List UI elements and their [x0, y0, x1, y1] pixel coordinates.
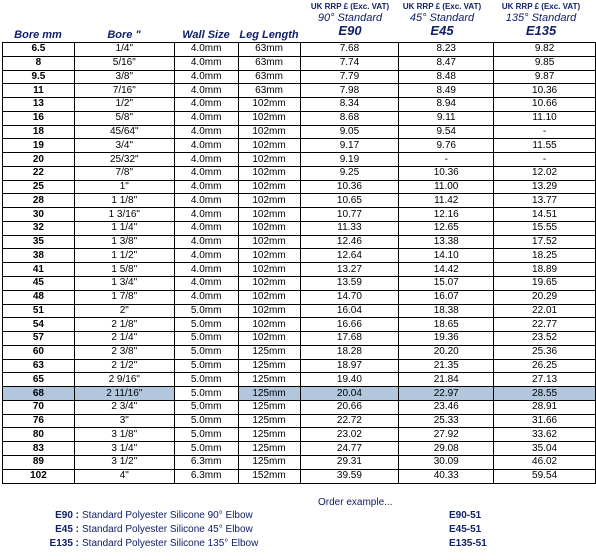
bore-inch-cell: 7/8" — [74, 166, 174, 180]
price-e90-cell: 9.17 — [300, 139, 399, 153]
wall-size-cell: 4.0mm — [174, 221, 238, 235]
wall-size-cell: 4.0mm — [174, 180, 238, 194]
price-e90-cell: 20.04 — [300, 387, 399, 401]
bore-inch-cell: 45/64" — [74, 125, 174, 139]
leg-length-cell: 125mm — [238, 455, 300, 469]
price-e45-cell: 8.48 — [399, 70, 494, 84]
price-e135-cell: 28.55 — [494, 387, 596, 401]
col-header-wall-size: Wall Size — [182, 29, 230, 41]
price-e90-cell: 13.27 — [300, 263, 399, 277]
bore-inch-cell: 2 1/2" — [74, 359, 174, 373]
bore-mm-cell: 65 — [3, 373, 75, 387]
price-e90-cell: 12.64 — [300, 249, 399, 263]
price-e135-cell: 33.62 — [494, 428, 596, 442]
wall-size-cell: 5.0mm — [174, 442, 238, 456]
price-code: E90 — [338, 23, 362, 38]
price-e45-cell: 14.10 — [399, 249, 494, 263]
leg-length-cell: 102mm — [238, 290, 300, 304]
bore-mm-cell: 8 — [3, 56, 75, 70]
legend-code: E90 : — [55, 510, 79, 521]
leg-length-cell: 125mm — [238, 400, 300, 414]
table-row — [3, 290, 596, 304]
table-row — [3, 345, 596, 359]
price-e90-cell: 16.04 — [300, 304, 399, 318]
order-example-code: E45-51 — [449, 524, 482, 535]
price-e45-cell: 19.36 — [399, 332, 494, 346]
leg-length-cell: 125mm — [238, 345, 300, 359]
price-e90-cell: 10.36 — [300, 180, 399, 194]
price-e45-cell: 11.00 — [399, 180, 494, 194]
wall-size-cell: 4.0mm — [174, 277, 238, 291]
wall-size-cell: 4.0mm — [174, 139, 238, 153]
price-e45-cell: 13.38 — [399, 235, 494, 249]
wall-size-cell: 5.0mm — [174, 332, 238, 346]
leg-length-cell: 63mm — [238, 70, 300, 84]
leg-length-cell: 102mm — [238, 277, 300, 291]
price-e90-cell: 29.31 — [300, 455, 399, 469]
bore-inch-cell: 1/4" — [74, 43, 174, 57]
table-row — [3, 139, 596, 153]
legend-row-e135 — [0, 538, 596, 551]
bore-inch-cell: 3" — [74, 414, 174, 428]
wall-size-cell: 5.0mm — [174, 318, 238, 332]
price-e90-cell: 39.59 — [300, 469, 399, 483]
leg-length-cell: 102mm — [238, 153, 300, 167]
wall-size-cell: 5.0mm — [174, 387, 238, 401]
table-row — [3, 208, 596, 222]
bore-mm-cell: 19 — [3, 139, 75, 153]
price-e90-cell: 18.97 — [300, 359, 399, 373]
wall-size-cell: 4.0mm — [174, 249, 238, 263]
bore-inch-cell: 3/8" — [74, 70, 174, 84]
leg-length-cell: 102mm — [238, 318, 300, 332]
price-e45-cell: 23.46 — [399, 400, 494, 414]
leg-length-cell: 152mm — [238, 469, 300, 483]
bore-inch-cell: 2" — [74, 304, 174, 318]
bore-mm-cell: 51 — [3, 304, 75, 318]
bore-mm-cell: 57 — [3, 332, 75, 346]
table-row — [3, 359, 596, 373]
leg-length-cell: 125mm — [238, 442, 300, 456]
table-row — [3, 400, 596, 414]
wall-size-cell: 4.0mm — [174, 111, 238, 125]
price-e45-cell: 8.49 — [399, 84, 494, 98]
wall-size-cell: 4.0mm — [174, 84, 238, 98]
price-e45-cell: 12.65 — [399, 221, 494, 235]
table-row — [3, 455, 596, 469]
price-e90-cell: 8.34 — [300, 98, 399, 112]
price-e135-cell: 20.29 — [494, 290, 596, 304]
table-row — [3, 166, 596, 180]
bore-inch-cell: 1 3/16" — [74, 208, 174, 222]
price-e90-cell: 17.68 — [300, 332, 399, 346]
table-row — [3, 153, 596, 167]
price-e135-cell: 46.02 — [494, 455, 596, 469]
bore-mm-cell: 35 — [3, 235, 75, 249]
table-row — [3, 56, 596, 70]
table-row — [3, 277, 596, 291]
leg-length-cell: 102mm — [238, 166, 300, 180]
price-code: E135 — [525, 23, 557, 38]
price-standard: 135° Standard — [505, 12, 577, 24]
table-row — [3, 387, 596, 401]
bore-inch-cell: 1" — [74, 180, 174, 194]
wall-size-cell: 4.0mm — [174, 263, 238, 277]
price-e135-cell: 11.10 — [494, 111, 596, 125]
wall-size-cell: 4.0mm — [174, 56, 238, 70]
table-row — [3, 221, 596, 235]
price-e90-cell: 7.68 — [300, 43, 399, 57]
table-row — [3, 98, 596, 112]
price-e135-cell: 13.29 — [494, 180, 596, 194]
order-example-code: E90-51 — [449, 510, 482, 521]
bore-mm-cell: 54 — [3, 318, 75, 332]
table-row — [3, 235, 596, 249]
bore-mm-cell: 45 — [3, 277, 75, 291]
price-e135-cell: 10.66 — [494, 98, 596, 112]
price-e135-cell: 13.77 — [494, 194, 596, 208]
bore-mm-cell: 38 — [3, 249, 75, 263]
bore-inch-cell: 7/16" — [74, 84, 174, 98]
bore-mm-cell: 6.5 — [3, 43, 75, 57]
price-e45-cell: 9.76 — [399, 139, 494, 153]
wall-size-cell: 5.0mm — [174, 345, 238, 359]
table-row — [3, 414, 596, 428]
price-e135-cell: 28.91 — [494, 400, 596, 414]
bore-inch-cell: 1 3/4" — [74, 277, 174, 291]
price-header-e90 — [300, 2, 400, 38]
order-example-code: E135-51 — [449, 538, 487, 549]
price-e135-cell: - — [494, 153, 596, 167]
price-e90-cell: 20.66 — [300, 400, 399, 414]
leg-length-cell: 125mm — [238, 387, 300, 401]
price-e135-cell: 31.66 — [494, 414, 596, 428]
bore-inch-cell: 4" — [74, 469, 174, 483]
price-e90-cell: 11.33 — [300, 221, 399, 235]
price-note: UK RRP £ (Exc. VAT) — [402, 2, 482, 11]
table-row — [3, 469, 596, 483]
price-e135-cell: 15.55 — [494, 221, 596, 235]
bore-mm-cell: 41 — [3, 263, 75, 277]
wall-size-cell: 4.0mm — [174, 166, 238, 180]
price-e90-cell: 8.68 — [300, 111, 399, 125]
leg-length-cell: 125mm — [238, 373, 300, 387]
wall-size-cell: 4.0mm — [174, 208, 238, 222]
bore-inch-cell: 2 3/8" — [74, 345, 174, 359]
price-e135-cell: 27.13 — [494, 373, 596, 387]
bore-mm-cell: 13 — [3, 98, 75, 112]
price-e45-cell: 14.42 — [399, 263, 494, 277]
wall-size-cell: 6.3mm — [174, 469, 238, 483]
bore-inch-cell: 2 9/16" — [74, 373, 174, 387]
table-row — [3, 428, 596, 442]
wall-size-cell: 5.0mm — [174, 414, 238, 428]
wall-size-cell: 4.0mm — [174, 98, 238, 112]
price-e135-cell: 9.87 — [494, 70, 596, 84]
price-e135-cell: 10.36 — [494, 84, 596, 98]
bore-mm-cell: 63 — [3, 359, 75, 373]
price-e90-cell: 12.46 — [300, 235, 399, 249]
leg-length-cell: 102mm — [238, 125, 300, 139]
price-e135-cell: 9.85 — [494, 56, 596, 70]
leg-length-cell: 102mm — [238, 111, 300, 125]
price-e90-cell: 9.05 — [300, 125, 399, 139]
bore-mm-cell: 22 — [3, 166, 75, 180]
price-header-e45 — [392, 2, 492, 38]
price-e90-cell: 18.28 — [300, 345, 399, 359]
price-e135-cell: 17.52 — [494, 235, 596, 249]
leg-length-cell: 102mm — [238, 180, 300, 194]
price-e135-cell: 26.25 — [494, 359, 596, 373]
leg-length-cell: 125mm — [238, 428, 300, 442]
price-e45-cell: 15.07 — [399, 277, 494, 291]
table-row — [3, 263, 596, 277]
bore-inch-cell: 2 1/4" — [74, 332, 174, 346]
table-row — [3, 43, 596, 57]
table-row — [3, 304, 596, 318]
table-row — [3, 111, 596, 125]
price-e135-cell: 18.25 — [494, 249, 596, 263]
leg-length-cell: 125mm — [238, 414, 300, 428]
price-e135-cell: 11.55 — [494, 139, 596, 153]
price-e90-cell: 23.02 — [300, 428, 399, 442]
wall-size-cell: 4.0mm — [174, 153, 238, 167]
price-e135-cell: 22.77 — [494, 318, 596, 332]
price-note: UK RRP £ (Exc. VAT) — [310, 2, 390, 11]
price-e45-cell: 21.84 — [399, 373, 494, 387]
leg-length-cell: 102mm — [238, 263, 300, 277]
price-e45-cell: 8.47 — [399, 56, 494, 70]
price-e135-cell: - — [494, 125, 596, 139]
bore-mm-cell: 68 — [3, 387, 75, 401]
leg-length-cell: 102mm — [238, 194, 300, 208]
price-e90-cell: 14.70 — [300, 290, 399, 304]
price-e135-cell: 9.82 — [494, 43, 596, 57]
bore-inch-cell: 1/2" — [74, 98, 174, 112]
price-e135-cell: 14.51 — [494, 208, 596, 222]
bore-inch-cell: 1 7/8" — [74, 290, 174, 304]
leg-length-cell: 102mm — [238, 208, 300, 222]
wall-size-cell: 4.0mm — [174, 194, 238, 208]
price-e45-cell: 16.07 — [399, 290, 494, 304]
leg-length-cell: 102mm — [238, 98, 300, 112]
table-row — [3, 249, 596, 263]
bore-inch-cell: 1 5/8" — [74, 263, 174, 277]
bore-mm-cell: 18 — [3, 125, 75, 139]
wall-size-cell: 4.0mm — [174, 43, 238, 57]
legend-code: E45 : — [55, 524, 79, 535]
price-e45-cell: 12.16 — [399, 208, 494, 222]
table-row — [3, 318, 596, 332]
bore-inch-cell: 1 3/8" — [74, 235, 174, 249]
price-e45-cell: 30.09 — [399, 455, 494, 469]
wall-size-cell: 5.0mm — [174, 400, 238, 414]
price-e135-cell: 59.54 — [494, 469, 596, 483]
price-e45-cell: 18.38 — [399, 304, 494, 318]
bore-mm-cell: 28 — [3, 194, 75, 208]
bore-mm-cell: 32 — [3, 221, 75, 235]
wall-size-cell: 4.0mm — [174, 235, 238, 249]
price-table — [2, 42, 596, 484]
wall-size-cell: 5.0mm — [174, 428, 238, 442]
bore-inch-cell: 3 1/8" — [74, 428, 174, 442]
bore-mm-cell: 70 — [3, 400, 75, 414]
table-row — [3, 442, 596, 456]
wall-size-cell: 5.0mm — [174, 359, 238, 373]
price-e45-cell: 10.36 — [399, 166, 494, 180]
table-row — [3, 373, 596, 387]
price-e45-cell: 8.94 — [399, 98, 494, 112]
price-e45-cell: 8.23 — [399, 43, 494, 57]
price-e90-cell: 22.72 — [300, 414, 399, 428]
price-e45-cell: 40.33 — [399, 469, 494, 483]
price-e90-cell: 9.25 — [300, 166, 399, 180]
leg-length-cell: 102mm — [238, 249, 300, 263]
bore-inch-cell: 5/8" — [74, 111, 174, 125]
price-e45-cell: 18.65 — [399, 318, 494, 332]
bore-inch-cell: 3 1/2" — [74, 455, 174, 469]
price-e45-cell: 27.92 — [399, 428, 494, 442]
bore-mm-cell: 80 — [3, 428, 75, 442]
price-table-body — [3, 43, 596, 484]
price-e90-cell: 16.66 — [300, 318, 399, 332]
table-row — [3, 70, 596, 84]
legend-description: Standard Polyester Silicone 45° Elbow — [82, 524, 253, 535]
bore-mm-cell: 48 — [3, 290, 75, 304]
table-row — [3, 332, 596, 346]
wall-size-cell: 4.0mm — [174, 125, 238, 139]
wall-size-cell: 4.0mm — [174, 290, 238, 304]
legend-row-e45 — [0, 524, 596, 537]
price-header-e135 — [489, 2, 593, 38]
legend-row-e90 — [0, 510, 596, 523]
col-header-leg-length: Leg Length — [239, 29, 299, 41]
order-example-title: Order example... — [318, 497, 393, 508]
price-e45-cell: 25.33 — [399, 414, 494, 428]
price-e135-cell: 25.36 — [494, 345, 596, 359]
price-e90-cell: 10.77 — [300, 208, 399, 222]
bore-mm-cell: 102 — [3, 469, 75, 483]
bore-mm-cell: 89 — [3, 455, 75, 469]
price-standard: 45° Standard — [409, 12, 475, 24]
bore-inch-cell: 2 3/4" — [74, 400, 174, 414]
bore-mm-cell: 20 — [3, 153, 75, 167]
leg-length-cell: 63mm — [238, 84, 300, 98]
price-e135-cell: 12.02 — [494, 166, 596, 180]
bore-inch-cell: 25/32" — [74, 153, 174, 167]
price-e90-cell: 10.65 — [300, 194, 399, 208]
price-e90-cell: 24.77 — [300, 442, 399, 456]
bore-inch-cell: 1 1/2" — [74, 249, 174, 263]
table-row — [3, 84, 596, 98]
price-standard: 90° Standard — [317, 12, 383, 24]
wall-size-cell: 5.0mm — [174, 304, 238, 318]
bore-mm-cell: 16 — [3, 111, 75, 125]
price-e135-cell: 18.89 — [494, 263, 596, 277]
price-e135-cell: 19.65 — [494, 277, 596, 291]
price-e90-cell: 7.74 — [300, 56, 399, 70]
col-header-bore-mm: Bore mm — [14, 29, 62, 41]
bore-inch-cell: 1 1/8" — [74, 194, 174, 208]
legend-description: Standard Polyester Silicone 135° Elbow — [82, 538, 259, 549]
bore-mm-cell: 9.5 — [3, 70, 75, 84]
price-e45-cell: 20.20 — [399, 345, 494, 359]
price-code: E45 — [430, 23, 454, 38]
wall-size-cell: 5.0mm — [174, 373, 238, 387]
bore-inch-cell: 2 11/16" — [74, 387, 174, 401]
leg-length-cell: 102mm — [238, 221, 300, 235]
wall-size-cell: 4.0mm — [174, 70, 238, 84]
price-e135-cell: 22.01 — [494, 304, 596, 318]
bore-inch-cell: 2 1/8" — [74, 318, 174, 332]
col-header-bore-inch: Bore " — [107, 29, 141, 41]
price-e90-cell: 7.79 — [300, 70, 399, 84]
price-e135-cell: 35.04 — [494, 442, 596, 456]
price-e90-cell: 9.19 — [300, 153, 399, 167]
bore-mm-cell: 30 — [3, 208, 75, 222]
leg-length-cell: 102mm — [238, 332, 300, 346]
price-e45-cell: - — [399, 153, 494, 167]
price-e45-cell: 11.42 — [399, 194, 494, 208]
price-e45-cell: 22.97 — [399, 387, 494, 401]
bore-mm-cell: 25 — [3, 180, 75, 194]
price-e90-cell: 19.40 — [300, 373, 399, 387]
table-row — [3, 194, 596, 208]
wall-size-cell: 6.3mm — [174, 455, 238, 469]
price-e45-cell: 9.54 — [399, 125, 494, 139]
price-e90-cell: 13.59 — [300, 277, 399, 291]
price-e135-cell: 23.52 — [494, 332, 596, 346]
legend-code: E135 : — [49, 538, 79, 549]
legend-description: Standard Polyester Silicone 90° Elbow — [82, 510, 253, 521]
bore-mm-cell: 11 — [3, 84, 75, 98]
price-note: UK RRP £ (Exc. VAT) — [501, 2, 581, 11]
leg-length-cell: 102mm — [238, 304, 300, 318]
leg-length-cell: 63mm — [238, 43, 300, 57]
price-e90-cell: 7.98 — [300, 84, 399, 98]
bore-inch-cell: 3/4" — [74, 139, 174, 153]
leg-length-cell: 102mm — [238, 235, 300, 249]
bore-inch-cell: 1 1/4" — [74, 221, 174, 235]
table-row — [3, 125, 596, 139]
bore-mm-cell: 76 — [3, 414, 75, 428]
price-e45-cell: 9.11 — [399, 111, 494, 125]
table-row — [3, 180, 596, 194]
bore-inch-cell: 5/16" — [74, 56, 174, 70]
leg-length-cell: 63mm — [238, 56, 300, 70]
price-e45-cell: 29.08 — [399, 442, 494, 456]
leg-length-cell: 125mm — [238, 359, 300, 373]
price-e45-cell: 21.35 — [399, 359, 494, 373]
leg-length-cell: 102mm — [238, 139, 300, 153]
bore-inch-cell: 3 1/4" — [74, 442, 174, 456]
bore-mm-cell: 83 — [3, 442, 75, 456]
bore-mm-cell: 60 — [3, 345, 75, 359]
